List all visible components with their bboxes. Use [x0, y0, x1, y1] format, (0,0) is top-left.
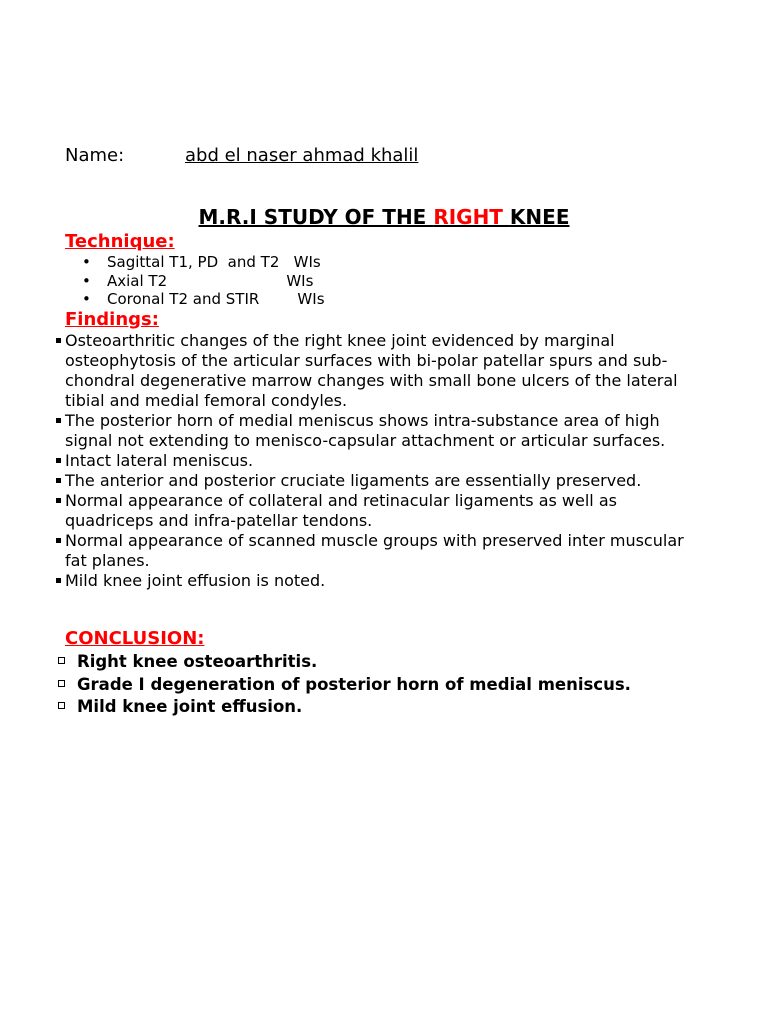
finding-item-text: Normal appearance of scanned muscle groups with preserved inter muscular fat planes.: [65, 531, 684, 570]
bullet-hollow-square-icon: [58, 657, 65, 664]
finding-item: [0, 531, 705, 571]
finding-item: [0, 451, 705, 471]
bullet-hollow-square-icon: [58, 680, 65, 687]
finding-item-text: Normal appearance of collateral and retinacular ligaments as well as quadriceps and infra-patellar tendons.: [65, 491, 617, 530]
bullet-square-icon: [56, 418, 61, 423]
technique-item: [0, 290, 768, 309]
title-prefix: M.R.I STUDY OF THE: [198, 205, 434, 229]
conclusion-heading: CONCLUSION:: [65, 628, 205, 649]
finding-item: [0, 471, 705, 491]
patient-name-label: Name:: [65, 145, 125, 166]
finding-item: [0, 411, 705, 451]
bullet-square-icon: [56, 458, 61, 463]
bullet-dot-icon: •: [82, 271, 91, 290]
bullet-square-icon: [56, 498, 61, 503]
finding-item: [0, 491, 705, 531]
finding-item-text: Osteoarthritic changes of the right knee joint evidenced by marginal osteophytosis of the articular surfaces with bi-polar patellar spurs and sub-chondral degenerative marrow changes with small bone ulcers of the lateral tibial and medial femoral condyles.: [65, 331, 678, 410]
finding-item: [0, 571, 705, 591]
patient-name-row: [65, 144, 418, 168]
bullet-square-icon: [56, 478, 61, 483]
technique-item: [0, 272, 768, 291]
technique-item: [0, 253, 768, 272]
bullet-dot-icon: •: [82, 253, 91, 271]
bullet-dot-icon: •: [82, 290, 91, 308]
technique-heading: Technique:: [65, 231, 175, 252]
finding-item-text: Intact lateral meniscus.: [65, 451, 254, 470]
findings-heading: Findings:: [65, 309, 159, 330]
finding-item-text: The posterior horn of medial meniscus shows intra-substance area of high signal not extending to menisco-capsular attachment or articular surfaces.: [65, 411, 666, 450]
bullet-hollow-square-icon: [58, 702, 65, 709]
technique-item-text: Axial T2 WIs: [107, 271, 314, 290]
title-suffix: KNEE: [509, 205, 570, 229]
technique-list: [0, 253, 768, 309]
bullet-square-icon: [56, 578, 61, 583]
conclusion-item: [0, 696, 703, 717]
bullet-square-icon: [56, 338, 61, 343]
conclusion-item-text: Right knee osteoarthritis.: [77, 652, 318, 671]
finding-item-text: The anterior and posterior cruciate ligaments are essentially preserved.: [65, 471, 642, 490]
finding-item: [0, 331, 705, 411]
title-highlight: RIGHT: [433, 205, 510, 229]
findings-list: [0, 331, 768, 591]
technique-item-text: Sagittal T1, PD and T2 WIs: [107, 253, 321, 271]
conclusion-item-text: Grade I degeneration of posterior horn of medial meniscus.: [77, 674, 631, 694]
technique-item-text: Coronal T2 and STIR WIs: [107, 290, 325, 308]
conclusion-item-text: Mild knee joint effusion.: [77, 697, 303, 716]
bullet-square-icon: [56, 538, 61, 543]
conclusion-item: [0, 674, 703, 695]
patient-name-value: abd el naser ahmad khalil: [185, 145, 419, 166]
report-title: [0, 204, 768, 230]
finding-item-text: Mild knee joint effusion is noted.: [65, 571, 326, 590]
conclusion-list: [0, 651, 768, 719]
conclusion-item: [0, 651, 703, 672]
